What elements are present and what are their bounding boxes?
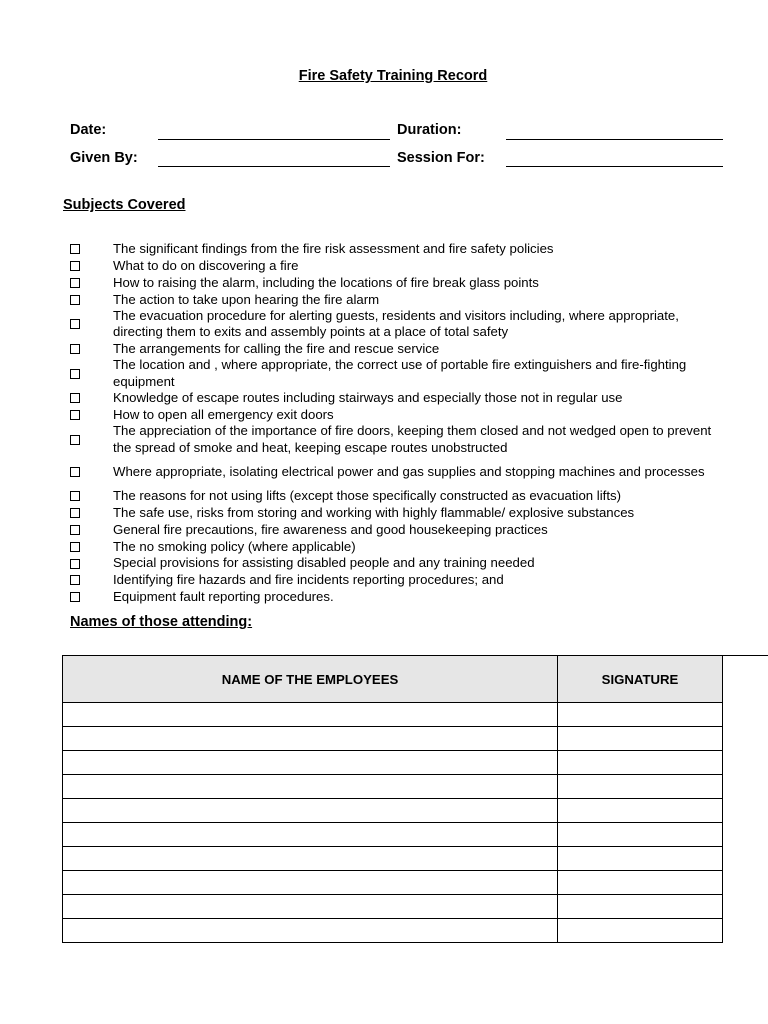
name-cell[interactable] bbox=[63, 703, 558, 727]
table-row bbox=[63, 703, 723, 727]
checkbox[interactable] bbox=[70, 435, 80, 445]
subject-item: Where appropriate, isolating electrical power and gas supplies and stopping machines and processes bbox=[70, 456, 730, 488]
subject-item: General fire precautions, fire awareness and good housekeeping practices bbox=[70, 522, 730, 539]
checkbox[interactable] bbox=[70, 295, 80, 305]
subjects-heading: Subjects Covered bbox=[63, 197, 186, 213]
subject-item: The significant findings from the fire risk assessment and fire safety policies bbox=[70, 241, 730, 258]
checkbox[interactable] bbox=[70, 344, 80, 354]
table-row bbox=[63, 895, 723, 919]
name-cell[interactable] bbox=[63, 751, 558, 775]
signature-cell[interactable] bbox=[558, 727, 723, 751]
table-row bbox=[63, 775, 723, 799]
table-row bbox=[63, 751, 723, 775]
checkbox[interactable] bbox=[70, 491, 80, 501]
name-cell[interactable] bbox=[63, 895, 558, 919]
checkbox[interactable] bbox=[70, 525, 80, 535]
checkbox[interactable] bbox=[70, 592, 80, 602]
name-cell[interactable] bbox=[63, 823, 558, 847]
date-label: Date: bbox=[70, 122, 107, 138]
signature-cell[interactable] bbox=[558, 823, 723, 847]
subject-item: Knowledge of escape routes including stairways and especially those not in regular use bbox=[70, 390, 730, 407]
signature-cell[interactable] bbox=[558, 751, 723, 775]
subject-item: The arrangements for calling the fire and rescue service bbox=[70, 341, 730, 358]
checkbox[interactable] bbox=[70, 559, 80, 569]
session-for-label: Session For: bbox=[397, 150, 485, 166]
subject-item: The safe use, risks from storing and working with highly flammable/ explosive substances bbox=[70, 505, 730, 522]
table-top-extension-line bbox=[723, 655, 768, 656]
checkbox[interactable] bbox=[70, 278, 80, 288]
signature-column-header: SIGNATURE bbox=[558, 656, 723, 703]
given-by-label: Given By: bbox=[70, 150, 138, 166]
name-cell[interactable] bbox=[63, 775, 558, 799]
checkbox[interactable] bbox=[70, 319, 80, 329]
duration-field[interactable] bbox=[506, 139, 723, 140]
subject-item: Equipment fault reporting procedures. bbox=[70, 589, 730, 606]
given-by-field[interactable] bbox=[158, 166, 390, 167]
signature-cell[interactable] bbox=[558, 775, 723, 799]
name-cell[interactable] bbox=[63, 919, 558, 943]
name-cell[interactable] bbox=[63, 799, 558, 823]
signature-cell[interactable] bbox=[558, 799, 723, 823]
signature-cell[interactable] bbox=[558, 871, 723, 895]
duration-label: Duration: bbox=[397, 122, 462, 138]
attendance-table bbox=[62, 655, 723, 943]
table-row bbox=[63, 823, 723, 847]
checkbox[interactable] bbox=[70, 467, 80, 477]
signature-cell[interactable] bbox=[558, 919, 723, 943]
table-row bbox=[63, 847, 723, 871]
table-row bbox=[63, 727, 723, 751]
session-for-field[interactable] bbox=[506, 166, 723, 167]
page-title: Fire Safety Training Record bbox=[298, 68, 488, 84]
signature-cell[interactable] bbox=[558, 895, 723, 919]
subject-item: How to raising the alarm, including the locations of fire break glass points bbox=[70, 275, 730, 292]
subject-item: Identifying fire hazards and fire incidents reporting procedures; and bbox=[70, 572, 730, 589]
table-row bbox=[63, 871, 723, 895]
name-cell[interactable] bbox=[63, 727, 558, 751]
subject-item: The location and , where appropriate, the correct use of portable fire extinguishers and fire-fighting equipment bbox=[70, 357, 730, 389]
subject-item: The evacuation procedure for alerting guests, residents and visitors including, where appropriate, directing them to exits and assembly points at a place of total safety bbox=[70, 308, 730, 340]
subject-item: What to do on discovering a fire bbox=[70, 258, 730, 275]
checkbox[interactable] bbox=[70, 393, 80, 403]
checkbox[interactable] bbox=[70, 508, 80, 518]
name-column-header: NAME OF THE EMPLOYEES bbox=[63, 656, 558, 703]
subject-item: The reasons for not using lifts (except those specifically constructed as evacuation lifts) bbox=[70, 488, 730, 505]
subject-item: Special provisions for assisting disabled people and any training needed bbox=[70, 555, 730, 572]
attendees-heading: Names of those attending: bbox=[70, 614, 253, 630]
subject-item: The action to take upon hearing the fire alarm bbox=[70, 291, 730, 308]
table-row bbox=[63, 919, 723, 943]
checkbox[interactable] bbox=[70, 261, 80, 271]
subject-item: How to open all emergency exit doors bbox=[70, 407, 730, 424]
checkbox[interactable] bbox=[70, 575, 80, 585]
checkbox[interactable] bbox=[70, 410, 80, 420]
subjects-checklist bbox=[70, 241, 730, 606]
signature-cell[interactable] bbox=[558, 847, 723, 871]
checkbox[interactable] bbox=[70, 369, 80, 379]
signature-cell[interactable] bbox=[558, 703, 723, 727]
name-cell[interactable] bbox=[63, 847, 558, 871]
subject-item: The no smoking policy (where applicable) bbox=[70, 538, 730, 555]
table-row bbox=[63, 799, 723, 823]
table-header-row bbox=[63, 656, 723, 703]
checkbox[interactable] bbox=[70, 244, 80, 254]
subject-item: The appreciation of the importance of fire doors, keeping them closed and not wedged open to prevent the spread of smoke and heat, keeping escape routes unobstructed bbox=[70, 423, 730, 455]
date-field[interactable] bbox=[158, 139, 390, 140]
checkbox[interactable] bbox=[70, 542, 80, 552]
name-cell[interactable] bbox=[63, 871, 558, 895]
